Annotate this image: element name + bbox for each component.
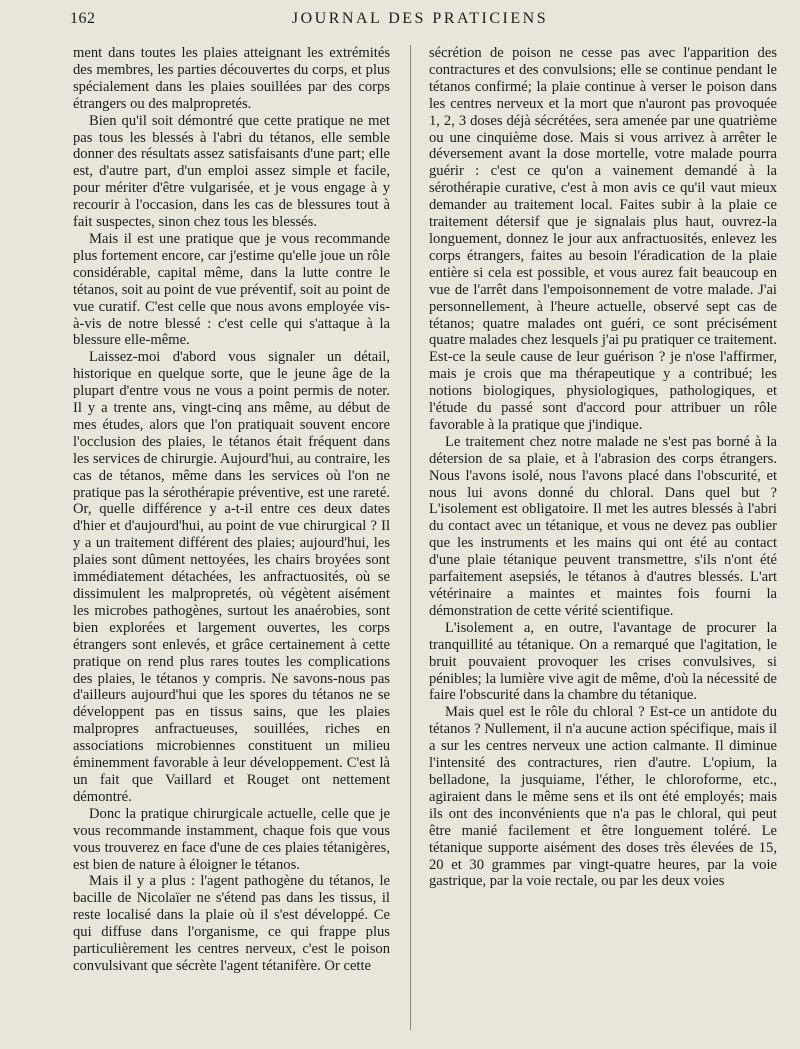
paragraph: Mais il est une pratique que je vous recommande plus fortement encore, car j'estime qu'elle joue un rôle considérable, capital même, dans la lutte contre le tétanos, soit au point de vue préventif, soit au point de vue curatif. C'est celle que nous avons employée vis-à-vis de notre blessé : c'est celle qui s'attaque à la blessure elle-même. (73, 230, 390, 349)
paragraph: Donc la pratique chirurgicale actuelle, celle que je vous recommande instamment, chaque fois que vous vous trouverez en face d'une de ces plaies tétanigères, est bien de nature à éloigner le tétanos. (73, 805, 390, 873)
paragraph: L'isolement a, en outre, l'avantage de procurer la tranquillité au tétanique. On a remarqué que l'agitation, le bruit pouvaient provoquer les crises convulsives, si pénibles; la lumière vive agit de même, d'où la nécessité de faire l'obscurité dans la chambre du tétanique. (429, 619, 777, 704)
paragraph: Bien qu'il soit démontré que cette pratique ne met pas tous les blessés à l'abri du tétanos, elle semble donner des résultats assez satisfaisants d'une part; elle est, d'autre part, d'un emploi assez simple et facile, pour mériter d'être vulgarisée, et je vous engage à y recourir à l'occasion, dans les cas de blessures tout à fait suspectes, sinon chez tous les blessés. (73, 112, 390, 231)
paragraph: Mais quel est le rôle du chloral ? Est-ce un antidote du tétanos ? Nullement, il n'a aucune action spécifique, mais il a sur les centres nerveux une action calmante. Il diminue l'intensité des contractures, rien d'autre. L'opium, la belladone, la jusquiame, l'éther, le chloroforme, etc., agiraient dans le même sens et ils ont été employés; mais ils ont des inconvénients que n'a pas le chloral, qui peut être manié facilement et être longuement toléré. Le tétanique supporte aisément des doses très élevées de 15, 20 et 30 grammes par vingt-quatre heures, par la voie gastrique, par la voie rectale, ou par les deux voies (429, 704, 777, 890)
left-column (73, 45, 390, 975)
page-header (62, 10, 778, 36)
paragraph: Mais il y a plus : l'agent pathogène du tétanos, le bacille de Nicolaïer ne s'étend pas dans les tissus, il reste localisé dans la plaie où il s'est développé. Ce qui diffuse dans l'organisme, ce qui frappe plus particulièrement les centres nerveux, c'est le poison convulsivant que sécrète l'agent tétanifère. Or cette (73, 873, 390, 974)
column-divider (410, 45, 411, 1030)
paragraph: Laissez-moi d'abord vous signaler un détail, historique en quelque sorte, que le jeune âge de la plupart d'entre vous ne vous a point permis de noter. Il y a trente ans, vingt-cinq ans même, au début de mes études, alors que l'on pratiquait souvent encore l'occlusion des plaies, le tétanos était fréquent dans les services de chirurgie. Aujourd'hui, au contraire, les cas de tétanos, même dans les services où l'on ne pratique pas la sérothérapie préventive, est une rareté. Or, quelle différence y a-t-il entre ces deux dates d'hier et d'aujourd'hui, au point de vue chirurgical ? Il y a un traitement différent des plaies; aujourd'hui, les plaies sont dûment nettoyées, les chairs broyées sont immédiatement détachées, les anfractuosités, où se dissimulent les malpropretés, où végètent aisément les microbes pathogènes, surtout les anaérobies, sont bien explorées et largement ouvertes, les corps étrangers sont enlevés, et grâce certainement à cette pratique on rend plus rares toutes les complications des plaies, le tétanos y compris. Ne savons-nous pas d'ailleurs aujourd'hui que les spores du tétanos ne se développent pas en tissus sains, que les plaies malpropres anfractueuses, souillées, riches en associations microbiennes constituent un milieu éminemment favorable à leur développement. C'est là un fait que Vaillard et Rouget ont nettement démontré. (73, 349, 390, 805)
right-column (429, 45, 777, 890)
page-number: 162 (70, 10, 96, 27)
paragraph: ment dans toutes les plaies atteignant les extrémités des membres, les parties découvertes du corps, et plus spécialement dans les plaies souillées par des corps étrangers ou des malpropretés. (73, 45, 390, 112)
running-title: JOURNAL DES PRATICIENS (291, 10, 549, 27)
paragraph: sécrétion de poison ne cesse pas avec l'apparition des contractures et des convulsions; elle se continue pendant le tétanos confirmé; la plaie continue à verser le poison dans les centres nerveux et la mort que n'auront pas provoquée 1, 2, 3 doses déjà sécrétées, sera amenée par une quatrième ou une cinquième dose. Mais si vous arrivez à arrêter le déversement avant la dose mortelle, votre malade pourra guérir : c'est ce qu'on a vainement demandé à la sérothérapie curative, c'est à mon avis ce qu'il vaut mieux demander au traitement local. Faites subir à la plaie ce traitement détersif que je signalais plus haut, ouvrez-la longuement, donnez le jour aux anfractuosités, enlevez les corps étrangers, faites au besoin l'éradication de la plaie entière si cela est possible, et vous aurez fait beaucoup en vue de l'arrêt dans l'empoisonnement de votre malade. J'ai personnellement, à l'heure actuelle, observé sept cas de tétanos; quatre malades ont guéri, ce sont précisément quatre malades chez lesquels j'ai pu pratiquer ce traitement. Est-ce la seule cause de leur guérison ? je n'ose l'affirmer, mais je crois que ma thérapeutique y a contribué; les notions biologiques, physiologiques, pathologiques, et l'étude du passé sont d'accord pour attribuer un rôle favorable à la pratique que j'indique. (429, 45, 777, 433)
paragraph: Le traitement chez notre malade ne s'est pas borné à la détersion de sa plaie, et à l'abrasion des corps étrangers. Nous l'avons isolé, nous l'avons placé dans l'obscurité, et nous lui avons donné du chloral. Dans quel but ? L'isolement est obligatoire. Il met les autres blessés à l'abri du contact avec un tétanique, et vous ne devez pas oublier que les instruments et les mains qui ont été au contact d'une plaie tétanique peuvent transmettre, s'ils n'ont été parfaitement asepsiés, le tétanos à d'autres blessés. L'art vétérinaire a maintes et maintes fois fourni la démonstration de cette vérité scientifique. (429, 433, 777, 619)
